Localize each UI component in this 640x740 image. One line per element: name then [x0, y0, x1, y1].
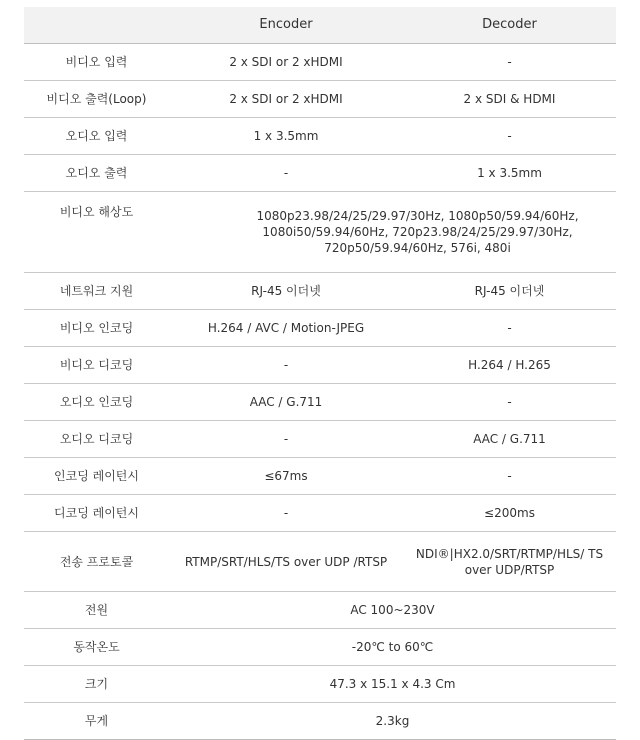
table-row: [24, 495, 616, 532]
spec-table: [24, 7, 616, 740]
merged-cell: 1080p23.98/24/25/29.97/30Hz, 1080p50/59.94/60Hz, 1080i50/59.94/60Hz, 720p23.98/24/25/29.97/30Hz, 720p50/59.94/60Hz, 576i, 480i: [169, 192, 616, 273]
table-row: [24, 421, 616, 458]
table-row: [24, 629, 616, 666]
encoder-cell: AAC / G.711: [169, 384, 403, 421]
merged-cell: 2.3kg: [169, 703, 616, 740]
row-label: 비디오 입력: [24, 44, 169, 81]
row-label: 디코딩 레이턴시: [24, 495, 169, 532]
decoder-cell: ≤200ms: [403, 495, 616, 532]
row-label: 오디오 입력: [24, 118, 169, 155]
header-blank-cell: [24, 7, 169, 44]
row-label: 오디오 디코딩: [24, 421, 169, 458]
spec-table-container: [24, 7, 616, 740]
merged-cell: AC 100~230V: [169, 592, 616, 629]
encoder-cell: -: [169, 155, 403, 192]
table-row: [24, 44, 616, 81]
encoder-cell: -: [169, 421, 403, 458]
row-label: 인코딩 레이턴시: [24, 458, 169, 495]
row-label: 전송 프로토콜: [24, 532, 169, 592]
row-label: 비디오 해상도: [24, 192, 169, 273]
table-row: [24, 347, 616, 384]
row-label: 오디오 출력: [24, 155, 169, 192]
encoder-cell: RJ-45 이더넷: [169, 273, 403, 310]
merged-cell: -20℃ to 60℃: [169, 629, 616, 666]
row-label: 크기: [24, 666, 169, 703]
encoder-cell: RTMP/SRT/HLS/TS over UDP /RTSP: [169, 532, 403, 592]
decoder-cell: 1 x 3.5mm: [403, 155, 616, 192]
row-label: 무게: [24, 703, 169, 740]
decoder-cell: -: [403, 310, 616, 347]
decoder-cell: NDI®|HX2.0/SRT/RTMP/HLS/ TS over UDP/RTSP: [403, 532, 616, 592]
encoder-cell: ≤67ms: [169, 458, 403, 495]
table-row: [24, 81, 616, 118]
encoder-cell: -: [169, 347, 403, 384]
table-row: [24, 118, 616, 155]
encoder-cell: 2 x SDI or 2 xHDMI: [169, 81, 403, 118]
decoder-cell: -: [403, 458, 616, 495]
decoder-cell: -: [403, 118, 616, 155]
row-label: 비디오 디코딩: [24, 347, 169, 384]
row-label: 비디오 인코딩: [24, 310, 169, 347]
decoder-cell: H.264 / H.265: [403, 347, 616, 384]
decoder-cell: -: [403, 384, 616, 421]
row-label: 동작온도: [24, 629, 169, 666]
encoder-cell: -: [169, 495, 403, 532]
header-encoder: Encoder: [169, 7, 403, 44]
encoder-cell: 1 x 3.5mm: [169, 118, 403, 155]
row-label: 비디오 출력(Loop): [24, 81, 169, 118]
merged-cell: 47.3 x 15.1 x 4.3 Cm: [169, 666, 616, 703]
row-label: 전원: [24, 592, 169, 629]
table-row: [24, 532, 616, 592]
table-row: [24, 192, 616, 273]
table-header-row: [24, 7, 616, 44]
row-label: 오디오 인코딩: [24, 384, 169, 421]
table-row: [24, 310, 616, 347]
table-row: [24, 273, 616, 310]
table-row: [24, 592, 616, 629]
table-row: [24, 458, 616, 495]
decoder-cell: 2 x SDI & HDMI: [403, 81, 616, 118]
row-label: 네트워크 지원: [24, 273, 169, 310]
encoder-cell: H.264 / AVC / Motion-JPEG: [169, 310, 403, 347]
decoder-cell: AAC / G.711: [403, 421, 616, 458]
table-row: [24, 155, 616, 192]
table-row: [24, 384, 616, 421]
header-decoder: Decoder: [403, 7, 616, 44]
encoder-cell: 2 x SDI or 2 xHDMI: [169, 44, 403, 81]
table-row: [24, 666, 616, 703]
decoder-cell: RJ-45 이더넷: [403, 273, 616, 310]
decoder-cell: -: [403, 44, 616, 81]
table-row: [24, 703, 616, 740]
